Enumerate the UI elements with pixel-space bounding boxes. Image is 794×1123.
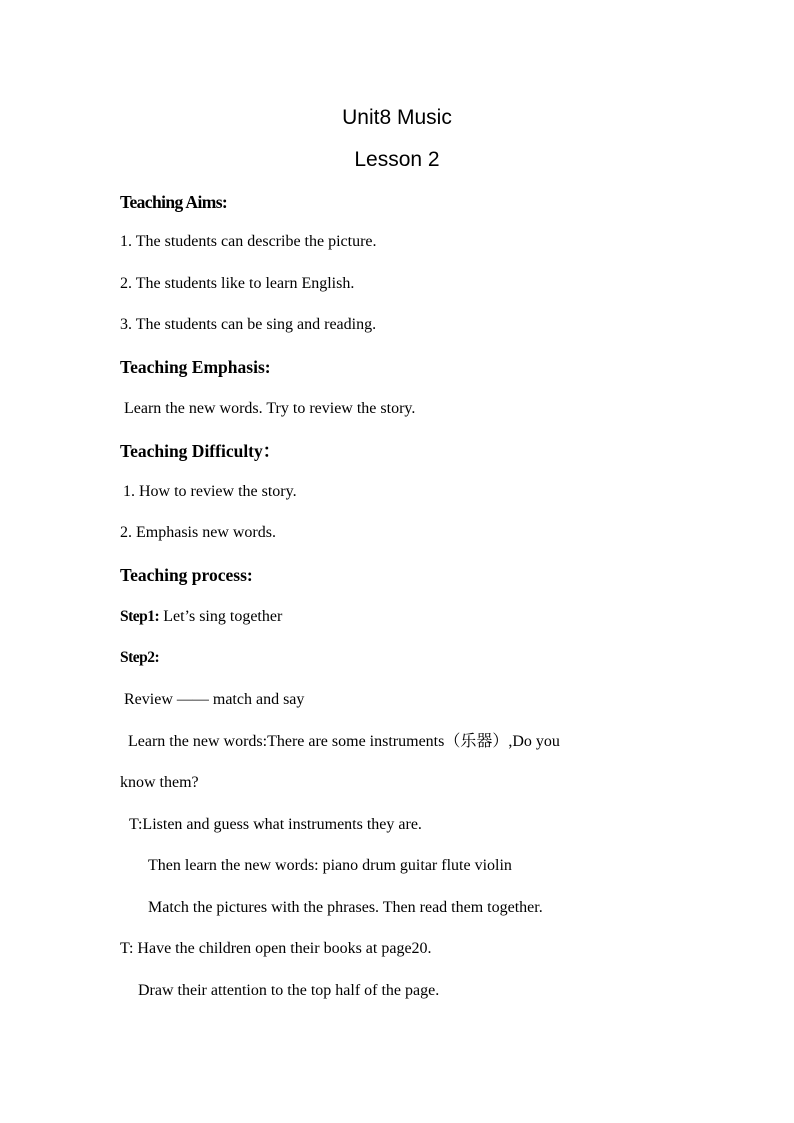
process-line-3: know them? [120, 774, 199, 791]
difficulty-item-2: 2. Emphasis new words. [120, 524, 276, 541]
process-line-2: Learn the new words:There are some instruments（乐器）,Do you [128, 733, 560, 750]
process-line-8: Draw their attention to the top half of the page. [138, 982, 440, 999]
step1-label: Step1: [120, 608, 160, 625]
document-subtitle: Lesson 2 [354, 148, 440, 171]
process-line-1: Review —— match and say [124, 691, 305, 708]
process-line-4: T:Listen and guess what instruments they are. [129, 816, 422, 833]
difficulty-item-1: 1. How to review the story. [123, 483, 297, 500]
emphasis-text: Learn the new words. Try to review the story. [124, 400, 416, 417]
aims-heading: Teaching Aims: [120, 192, 228, 212]
step2-label: Step2: [120, 649, 160, 666]
difficulty-heading: Teaching Difficulty： [120, 441, 281, 461]
step1-text: Let’s sing together [159, 608, 283, 625]
process-line-5: Then learn the new words: piano drum guitar flute violin [148, 857, 512, 874]
emphasis-heading: Teaching Emphasis: [120, 357, 271, 377]
aim-item-3: 3. The students can be sing and reading. [120, 316, 377, 333]
aim-item-1: 1. The students can describe the picture. [120, 233, 377, 250]
process-line-7: T: Have the children open their books at page20. [120, 940, 432, 957]
process-heading: Teaching process: [120, 565, 253, 585]
document-title: Unit8 Music [342, 106, 452, 129]
aim-item-2: 2. The students like to learn English. [120, 275, 355, 292]
step2-line [120, 648, 159, 668]
step1-line [120, 607, 282, 627]
process-line-6: Match the pictures with the phrases. Then read them together. [148, 899, 543, 916]
